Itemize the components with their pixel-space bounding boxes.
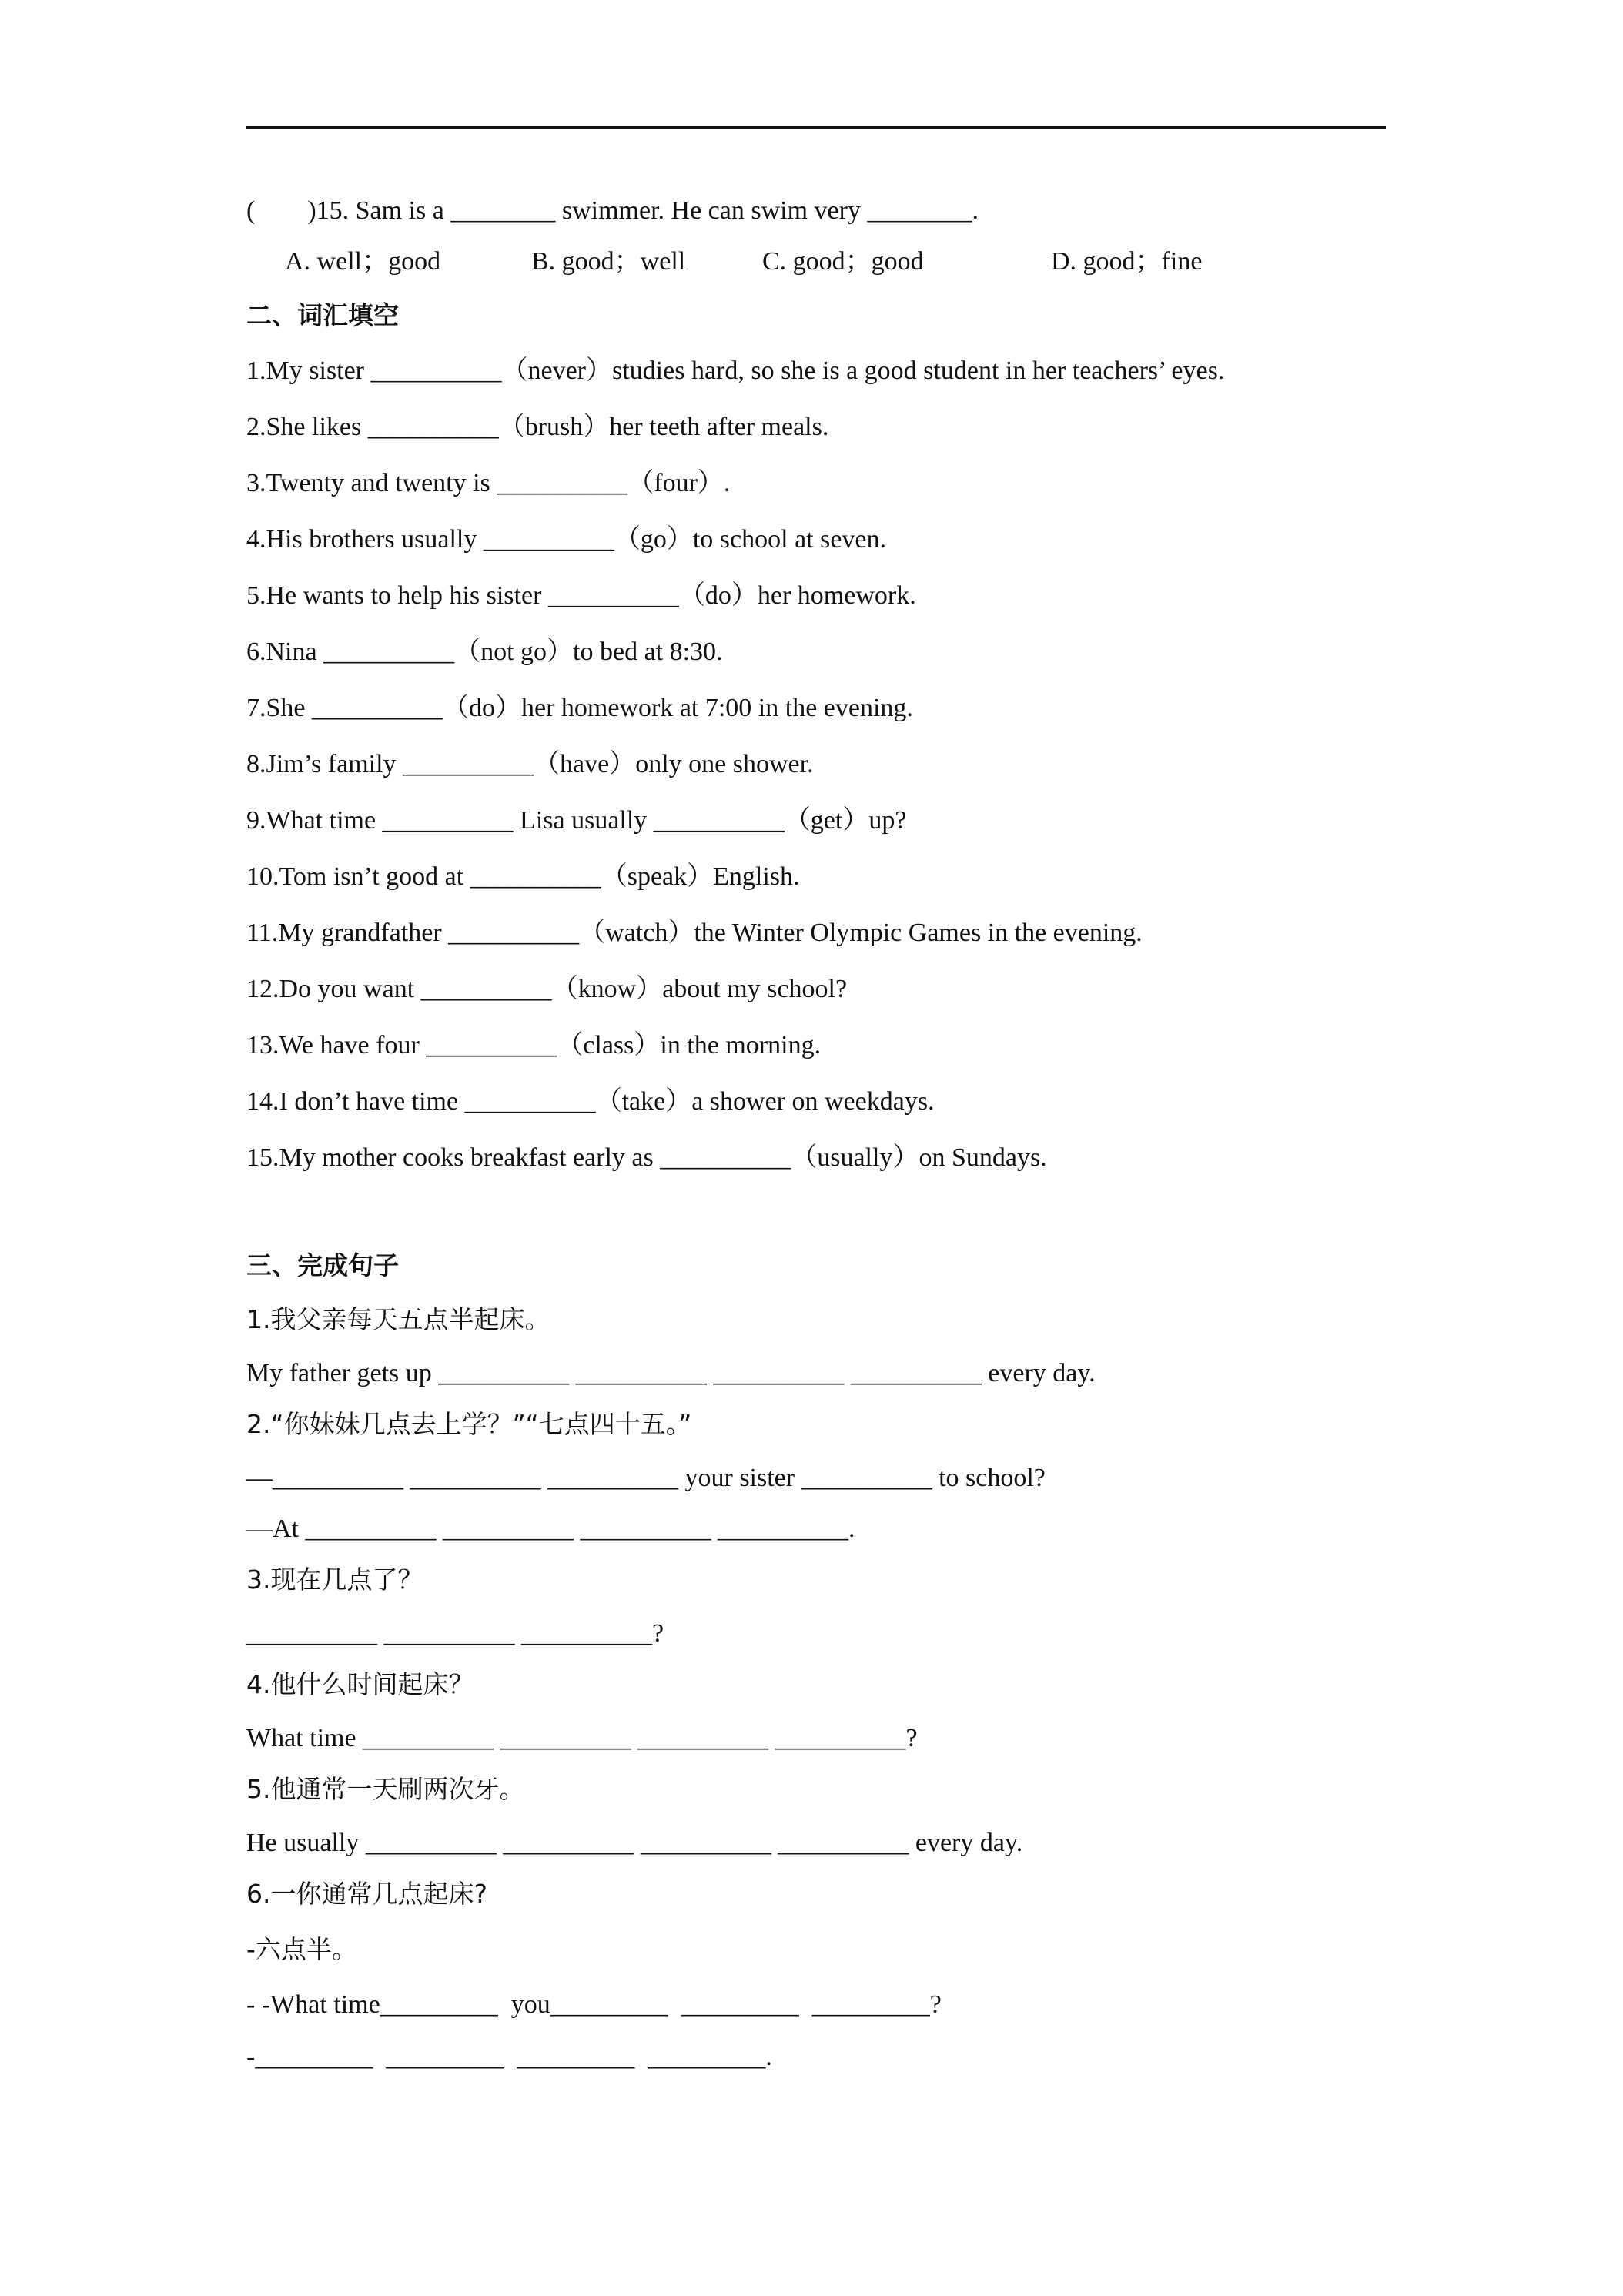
sentence-1-chinese: 1.我父亲每天五点半起床。 (246, 1304, 550, 1334)
sentence-6-chinese: 6.一你通常几点起床? (246, 1879, 488, 1909)
vocab-item: 14.I don’t have time __________（take）a shower on weekdays. (246, 1087, 935, 1116)
section-3-items (246, 1304, 1417, 2073)
sentence-3-english: __________ __________ __________? (246, 1619, 664, 1648)
sentence-5-chinese: 5.他通常一天刷两次牙。 (246, 1774, 525, 1804)
vocab-item: 7.She __________（do）her homework at 7:00 in the evening. (246, 694, 913, 722)
sentence-1-english: My father gets up __________ __________ __________ __________ every day. (246, 1359, 1096, 1387)
option-a: A. well；good (285, 247, 441, 276)
option-b: B. good；well (531, 247, 686, 276)
vocab-item: 3.Twenty and twenty is __________（four）. (246, 469, 731, 497)
section-3-title: 三、完成句子 (246, 1250, 399, 1280)
sentence-2-question: —__________ __________ __________ your sister __________ to school? (246, 1464, 1046, 1492)
sentence-6-chinese-answer: -六点半。 (246, 1934, 357, 1964)
vocab-item: 8.Jim’s family __________（have）only one shower. (246, 750, 814, 778)
vocab-item: 5.He wants to help his sister __________（do）her homework. (246, 581, 916, 610)
vocab-item: 1.My sister __________（never）studies hard, so she is a good student in her teachers’ eyes. (246, 356, 1225, 385)
vocab-item: 15.My mother cooks breakfast early as __________（usually）on Sundays. (246, 1143, 1047, 1172)
question-15-options (246, 246, 1417, 277)
section-2-title: 二、词汇填空 (246, 300, 399, 330)
sentence-5-english: He usually __________ __________ __________ __________ every day. (246, 1829, 1023, 1857)
vocab-item: 4.His brothers usually __________（go）to school at seven. (246, 525, 887, 554)
option-c: C. good；good (762, 247, 924, 276)
option-d: D. good；fine (1051, 247, 1203, 276)
worksheet-content (246, 189, 1417, 2073)
sentence-3-chinese: 3.现在几点了？ (246, 1565, 423, 1595)
sentence-2-chinese: 2.“你妹妹几点去上学？”“七点四十五。” (246, 1409, 692, 1439)
sentence-4-english: What time __________ __________ __________ __________? (246, 1724, 918, 1752)
vocab-item: 6.Nina __________（not go）to bed at 8:30. (246, 638, 723, 666)
vocab-item: 12.Do you want __________（know）about my school? (246, 975, 848, 1003)
question-15-stem: ( )15. Sam is a ________ swimmer. He can swim very ________. (246, 196, 979, 225)
vocab-item: 11.My grandfather __________（watch）the Winter Olympic Games in the evening. (246, 919, 1143, 947)
vocab-item: 10.Tom isn’t good at __________（speak）English. (246, 862, 800, 891)
vocab-item: 2.She likes __________（brush）her teeth after meals. (246, 413, 829, 441)
section-2-items (246, 356, 1417, 1173)
header-rule (246, 126, 1386, 129)
vocab-item: 13.We have four __________（class）in the morning. (246, 1031, 822, 1059)
sentence-2-answer: —At __________ __________ __________ __________. (246, 1514, 855, 1543)
sentence-4-chinese: 4.他什么时间起床？ (246, 1669, 474, 1699)
sentence-6-answer: -_________ _________ _________ _________. (246, 2043, 772, 2071)
sentence-6-question: - -What time_________ you_________ _________ _________? (246, 1990, 942, 2019)
vocab-item: 9.What time __________ Lisa usually __________（get）up? (246, 806, 907, 835)
